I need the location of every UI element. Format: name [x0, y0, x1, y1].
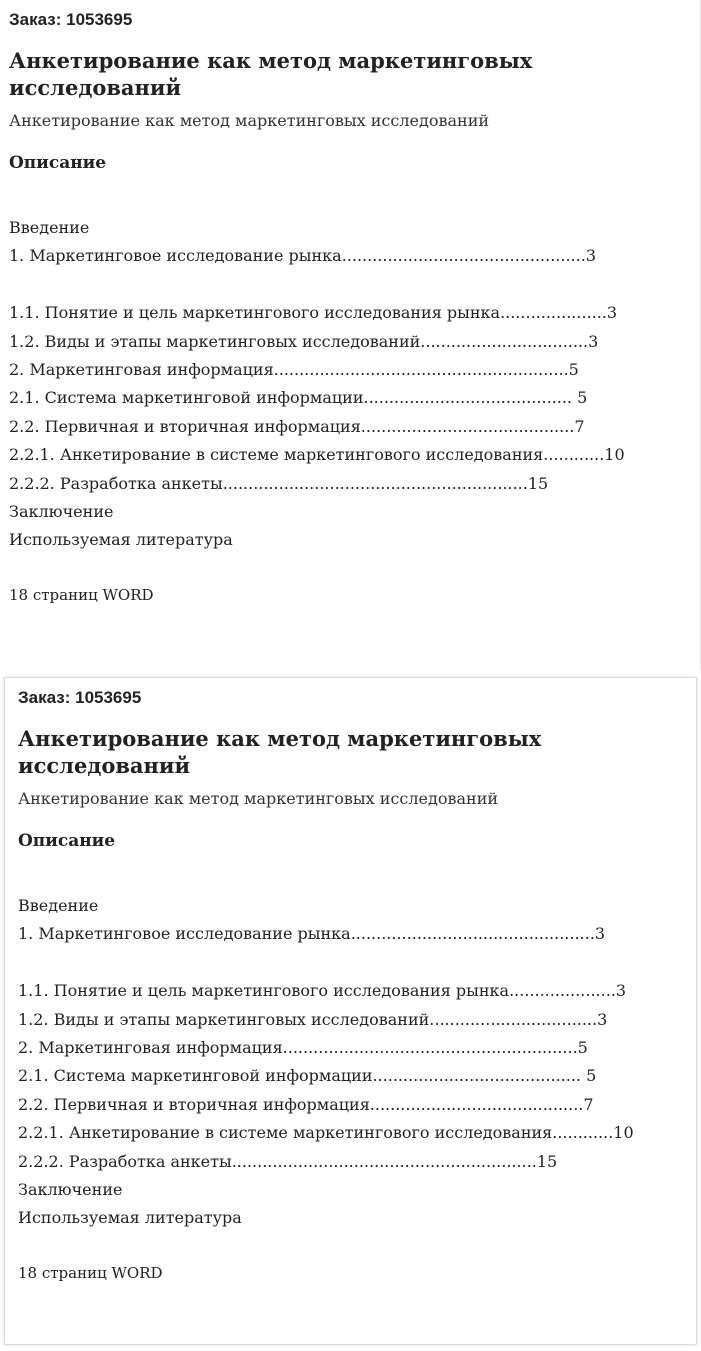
toc-line: 2.2.1. Анкетирование в системе маркетингового исследования............10: [18, 1123, 634, 1143]
page-count: 18 страниц WORD: [9, 585, 154, 604]
toc-line: 2.1. Система маркетинговой информации......................................... 5: [18, 1066, 597, 1086]
toc-line: 2. Маркетинговая информация..........................................................5: [18, 1038, 588, 1058]
order-number: Заказ: 1053695: [18, 688, 142, 707]
toc-line: 1. Маркетинговое исследование рынка................................................3: [9, 246, 596, 266]
toc-line: Заключение: [18, 1180, 123, 1200]
toc-line: 1. Маркетинговое исследование рынка................................................3: [18, 924, 605, 944]
document-card-top: [0, 0, 701, 670]
toc-line: 1.2. Виды и этапы маркетинговых исследований.................................3: [9, 331, 599, 351]
toc-line: Используемая литература: [9, 530, 233, 550]
toc-line: 2.2.1. Анкетирование в системе маркетингового исследования............10: [9, 445, 625, 465]
toc-line: Используемая литература: [18, 1208, 242, 1228]
order-number: Заказ: 1053695: [9, 10, 133, 29]
document-subtitle: Анкетирование как метод маркетинговых исследований: [18, 789, 499, 808]
toc-line: Заключение: [9, 502, 114, 522]
document-title: Анкетирование как метод маркетинговых исследований: [18, 726, 542, 778]
table-of-contents: [9, 214, 692, 555]
toc-line: 1.1. Понятие и цель маркетингового исследования рынка.....................3: [9, 303, 618, 323]
toc-blank-line: [18, 949, 688, 977]
toc-line: Введение: [18, 896, 99, 915]
toc-blank-line: [9, 271, 692, 299]
toc-line: 2.1. Система маркетинговой информации......................................... 5: [9, 388, 588, 408]
toc-line: 1.2. Виды и этапы маркетинговых исследований.................................3: [18, 1009, 608, 1029]
description-heading: Описание: [9, 153, 107, 173]
page-count: 18 страниц WORD: [18, 1263, 163, 1282]
document-card-bottom: [4, 677, 697, 1345]
description-heading: Описание: [18, 831, 116, 851]
toc-line: 2. Маркетинговая информация..........................................................5: [9, 360, 579, 380]
toc-line: 2.2. Первичная и вторичная информация..........................................7: [18, 1094, 594, 1114]
toc-line: 2.2.2. Разработка анкеты............................................................15: [18, 1151, 558, 1171]
table-of-contents: [18, 892, 688, 1233]
toc-line: 2.2. Первичная и вторичная информация..........................................7: [9, 416, 585, 436]
toc-line: 2.2.2. Разработка анкеты............................................................15: [9, 473, 549, 493]
document-subtitle: Анкетирование как метод маркетинговых исследований: [9, 111, 490, 130]
toc-line: Введение: [9, 218, 90, 237]
document-title: Анкетирование как метод маркетинговых исследований: [9, 48, 533, 100]
toc-line: 1.1. Понятие и цель маркетингового исследования рынка.....................3: [18, 981, 627, 1001]
